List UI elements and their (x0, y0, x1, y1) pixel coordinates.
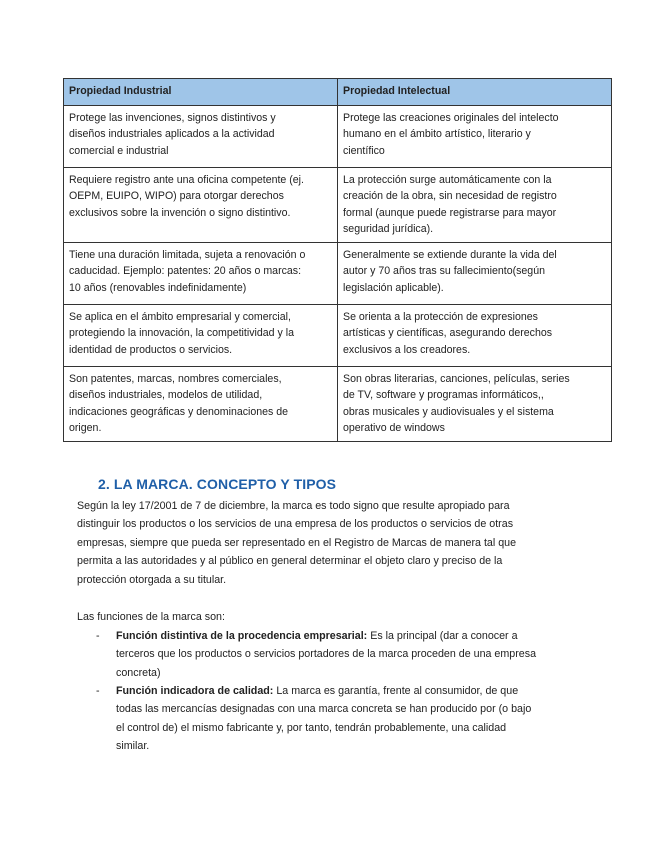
paragraph-line: Según la ley 17/2001 de 7 de diciembre, la marca es todo signo que resulte apropiado para (77, 500, 510, 512)
cell-intelectual (338, 367, 612, 442)
cell-industrial (64, 243, 338, 305)
function-title: Función indicadora de calidad: (116, 685, 274, 697)
cell-intelectual (338, 243, 612, 305)
comparison-table (63, 78, 612, 442)
list-dash: - (96, 685, 100, 697)
cell-line: protegiendo la innovación, la competitividad y la (69, 327, 294, 340)
cell-line: seguridad jurídica). (343, 222, 434, 235)
list-line: concreta) (116, 666, 161, 679)
cell-line: artísticas y científicas, asegurando derechos (343, 327, 553, 340)
table-row (64, 243, 612, 305)
cell-line: La protección surge automáticamente con la (343, 174, 552, 186)
paragraph-line: protección otorgada a su titular. (77, 573, 227, 586)
cell-line: identidad de productos o servicios. (69, 343, 233, 356)
cell-line: diseños industriales aplicados a la actividad (69, 128, 275, 141)
list-line: todas las mercancías designadas con una marca concreta se han producido por (o bajo (116, 703, 532, 716)
header-intelectual: Propiedad Intelectual (338, 79, 612, 106)
list-line: Es la principal (dar a conocer a (367, 630, 518, 642)
cell-line: Tiene una duración limitada, sujeta a renovación o (69, 249, 306, 262)
list-line: La marca es garantía, frente al consumidor, de que (273, 685, 519, 697)
cell-industrial (64, 106, 338, 168)
cell-line: legislación aplicable). (343, 281, 444, 294)
cell-line: formal (aunque puede registrarse para mayor (343, 206, 557, 219)
table-row (64, 168, 612, 243)
list-item-text (116, 627, 536, 682)
cell-line: exclusivos a los creadores. (343, 343, 471, 356)
cell-line: de TV, software y programas informáticos,, (343, 389, 544, 402)
paragraph-line: empresas, siempre que pueda ser representado en el Registro de Marcas de manera tal que (77, 536, 517, 549)
cell-line: autor y 70 años tras su fallecimiento(según (343, 265, 545, 278)
list-item-text (116, 682, 531, 756)
cell-line: caducidad. Ejemplo: patentes: 20 años o marcas: (69, 265, 302, 278)
cell-line: Son obras literarias, canciones, películas, series (343, 373, 570, 386)
list-line: terceros que los productos o servicios portadores de la marca proceden de una empresa (116, 648, 537, 661)
cell-line: creación de la obra, sin necesidad de registro (343, 190, 557, 203)
cell-line: Son patentes, marcas, nombres comerciales, (69, 373, 282, 386)
function-title: Función distintiva de la procedencia empresarial: (116, 630, 368, 642)
cell-industrial (64, 305, 338, 367)
cell-line: Se aplica en el ámbito empresarial y comercial, (69, 311, 291, 324)
definition-paragraph (77, 497, 516, 589)
cell-line: operativo de windows (343, 422, 445, 435)
table-row (64, 367, 612, 442)
section-heading: 2. LA MARCA. CONCEPTO Y TIPOS (98, 476, 337, 492)
cell-line: Protege las creaciones originales del intelecto (343, 112, 559, 124)
functions-intro: Las funciones de la marca son: (77, 611, 225, 623)
cell-line: 10 años (renovables indefinidamente) (69, 281, 247, 294)
list-dash: - (96, 630, 100, 642)
table-row (64, 305, 612, 367)
cell-line: Requiere registro ante una oficina competente (ej. (69, 174, 304, 186)
cell-line: Se orienta a la protección de expresiones (343, 311, 538, 324)
cell-line: OEPM, EUIPO, WIPO) para otorgar derechos (69, 190, 284, 203)
cell-line: Generalmente se extiende durante la vida del (343, 249, 557, 262)
table-header-row (64, 79, 612, 106)
cell-line: comercial e industrial (69, 144, 169, 157)
cell-intelectual (338, 168, 612, 243)
cell-industrial (64, 367, 338, 442)
cell-industrial (64, 168, 338, 243)
paragraph-line: distinguir los productos o los servicios de una empresa de los productos o servicios de otras (77, 518, 514, 531)
cell-line: diseños industriales, modelos de utilidad, (69, 389, 263, 402)
cell-intelectual (338, 305, 612, 367)
header-industrial: Propiedad Industrial (64, 79, 338, 106)
cell-line: humano en el ámbito artístico, literario y (343, 128, 531, 141)
list-line: el control de) el mismo fabricante y, por tanto, tendrán probablemente, una calidad (116, 721, 507, 734)
cell-line: indicaciones geográficas y denominaciones de (69, 405, 289, 418)
list-line: similar. (116, 740, 150, 753)
cell-intelectual (338, 106, 612, 168)
cell-line: origen. (69, 422, 102, 435)
table-row (64, 106, 612, 168)
cell-line: obras musicales y audiovisuales y el sistema (343, 405, 554, 418)
cell-line: Protege las invenciones, signos distintivos y (69, 112, 276, 124)
cell-line: exclusivos sobre la invención o signo distintivo. (69, 206, 291, 219)
paragraph-line: permita a las autoridades y al público en general determinar el objeto claro y preciso de la (77, 555, 503, 568)
cell-line: científico (343, 144, 385, 157)
